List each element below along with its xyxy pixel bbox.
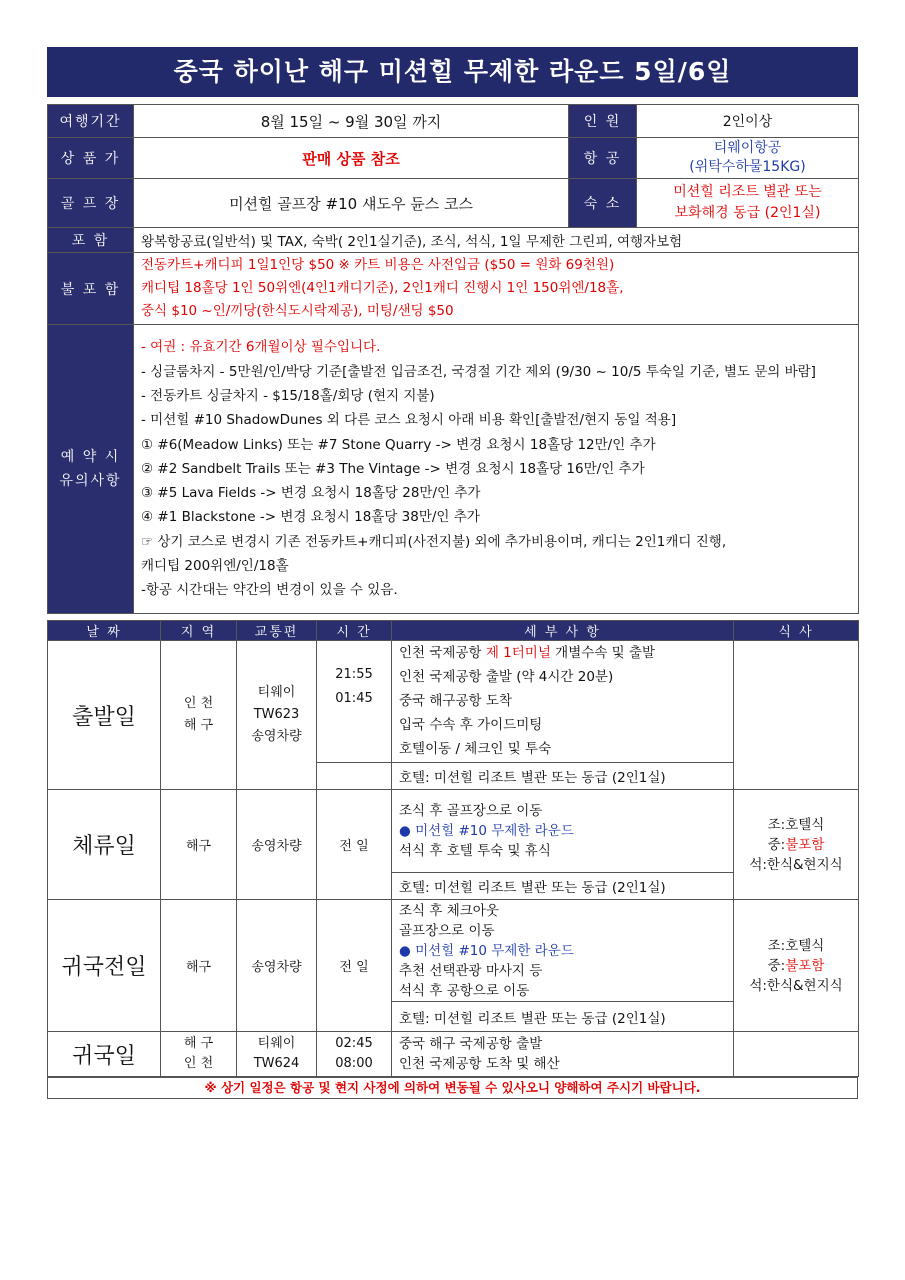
region-to: 인 천 bbox=[183, 1056, 214, 1071]
detail-line: 인천 국제공항 출발 (약 4시간 20분) bbox=[399, 669, 614, 685]
period-value: 8월 15일 ~ 9월 30일 까지 bbox=[134, 105, 569, 138]
people-label: 인 원 bbox=[569, 105, 637, 138]
hotel-info: 호텔: 미션힐 리조트 별관 또는 동급 (2인1실) bbox=[392, 1002, 734, 1032]
note-line: -항공 시간대는 약간의 변경이 있을 수 있음. bbox=[141, 582, 398, 599]
meals-cell bbox=[734, 641, 859, 790]
exclude-row bbox=[48, 253, 859, 325]
region-from: 해 구 bbox=[183, 1036, 214, 1051]
transport-airline: 티웨이 bbox=[257, 685, 296, 700]
note-passport: - 여권 : 유효기간 6개월이상 필수입니다. bbox=[141, 339, 381, 356]
table-row bbox=[48, 641, 859, 763]
include-value: 왕복항공료(일반석) 및 TAX, 숙박( 2인1실기준), 조식, 석식, 1일 무제한 그린피, 여행자보험 bbox=[134, 228, 859, 253]
detail-line: 추천 선택관광 마사지 등 bbox=[399, 962, 543, 979]
notes-label-line-2: 유의사항 bbox=[59, 473, 122, 489]
header-transport: 교통편 bbox=[237, 621, 317, 641]
time-cell bbox=[317, 641, 392, 763]
header-date: 날 짜 bbox=[48, 621, 161, 641]
detail-line: 조식 후 체크아웃 bbox=[399, 902, 499, 919]
airline-name: 티웨이항공 bbox=[713, 140, 782, 156]
trip-info-table bbox=[47, 104, 859, 614]
details-cell bbox=[392, 900, 734, 1002]
time-departure: 02:45 bbox=[335, 1036, 373, 1051]
note-line: ② #2 Sandbelt Trails 또는 #3 The Vintage -> 변경 요청시 18홀당 16만/인 추가 bbox=[141, 460, 645, 477]
exclude-value bbox=[134, 253, 859, 325]
meals-cell bbox=[734, 790, 859, 900]
note-line: ④ #1 Blackstone -> 변경 요청시 18홀당 38만/인 추가 bbox=[141, 509, 480, 526]
details-cell bbox=[392, 790, 734, 873]
lodging-value bbox=[637, 179, 859, 228]
transport-shuttle: 송영차량 bbox=[251, 729, 302, 744]
day-label: 귀국전일 bbox=[48, 900, 161, 1032]
time-arrival: 08:00 bbox=[335, 1056, 373, 1071]
schedule-disclaimer: ※ 상기 일정은 항공 및 현지 사정에 의하여 변동될 수 있사오니 양해하여 주시기 바랍니다. bbox=[47, 1077, 858, 1099]
time-cell bbox=[317, 1032, 392, 1077]
notes-row bbox=[48, 325, 859, 614]
time-arrival: 01:45 bbox=[335, 691, 373, 706]
note-single-room: - 싱글룸차지 - 5만원/인/박당 기준[출발전 입금조건, 국경절 기간 제외 (9/30 ~ 10/5 투숙일 기준, 별도 문의 바람] bbox=[141, 363, 816, 380]
lodging-label: 숙 소 bbox=[569, 179, 637, 228]
detail-line: 중국 해구 국제공항 출발 bbox=[399, 1036, 543, 1052]
exclude-line-3: 중식 $10 ~인/끼당(한식도시락제공), 미팅/샌딩 $50 bbox=[141, 303, 454, 319]
meal-lunch-value: 불포함 bbox=[785, 836, 825, 853]
note-line: 캐디팁 200위엔/인/18홀 bbox=[141, 558, 289, 575]
include-row bbox=[48, 228, 859, 253]
include-label: 포 함 bbox=[48, 228, 134, 253]
region-cell: 해구 bbox=[161, 790, 237, 900]
meal-dinner: 석:한식&현지식 bbox=[749, 856, 843, 873]
meal-lunch-label: 중: bbox=[767, 836, 786, 853]
lodging-line-2: 보화해경 동급 (2인1실) bbox=[674, 205, 821, 221]
airline-value bbox=[637, 138, 859, 179]
detail-line: 호텔이동 / 체크인 및 투숙 bbox=[399, 741, 552, 757]
detail-line: 조식 후 골프장으로 이동 bbox=[399, 803, 543, 819]
meal-lunch bbox=[738, 956, 854, 976]
transport-airline: 티웨이 bbox=[257, 1036, 296, 1051]
detail-line: 골프장으로 이동 bbox=[399, 922, 495, 939]
day-label: 귀국일 bbox=[48, 1032, 161, 1077]
golf-row bbox=[48, 179, 859, 228]
itinerary-header-row bbox=[48, 621, 859, 641]
detail-line bbox=[399, 641, 729, 665]
header-details: 세 부 사 항 bbox=[392, 621, 734, 641]
table-row bbox=[48, 900, 859, 1002]
header-meals: 식 사 bbox=[734, 621, 859, 641]
price-value: 판매 상품 참조 bbox=[134, 138, 569, 179]
transport-flight: TW624 bbox=[253, 1056, 300, 1071]
detail-line: 인천 국제공항 도착 및 해산 bbox=[399, 1056, 560, 1072]
document-title: 중국 하이난 해구 미션힐 무제한 라운드 5일/6일 bbox=[47, 47, 858, 97]
details-cell bbox=[392, 641, 734, 763]
meals-cell bbox=[734, 900, 859, 1032]
region-cell: 해구 bbox=[161, 900, 237, 1032]
meal-lunch-value: 불포함 bbox=[785, 957, 825, 974]
meal-lunch bbox=[738, 835, 854, 855]
detail-line: 석식 후 호텔 투숙 및 휴식 bbox=[399, 843, 551, 859]
exclude-line-1: 전동카트+캐디피 1일1인당 $50 ※ 카트 비용은 사전입금 ($50 = 원화 69천원) bbox=[141, 257, 615, 273]
time-cell: 전 일 bbox=[317, 790, 392, 900]
region-from: 인 천 bbox=[183, 696, 214, 711]
hotel-info: 호텔: 미션힐 리조트 별관 또는 동급 (2인1실) bbox=[392, 873, 734, 900]
note-line: ③ #5 Lava Fields -> 변경 요청시 18홀당 28만/인 추가 bbox=[141, 485, 481, 502]
transport-cell bbox=[237, 641, 317, 790]
meal-breakfast: 조:호텔식 bbox=[767, 937, 825, 954]
golf-label: 골 프 장 bbox=[48, 179, 134, 228]
itinerary-table bbox=[47, 620, 859, 1077]
airline-baggage: (위탁수하물15KG) bbox=[689, 159, 806, 175]
day-label: 체류일 bbox=[48, 790, 161, 900]
meal-lunch-label: 중: bbox=[767, 957, 786, 974]
note-line: - 미션힐 #10 ShadowDunes 외 다른 코스 요청시 아래 비용 확인[출발전/현지 동일 적용] bbox=[141, 412, 677, 429]
round-highlight: ● 미션힐 #10 무제한 라운드 bbox=[399, 942, 574, 959]
round-highlight: ● 미션힐 #10 무제한 라운드 bbox=[399, 823, 574, 839]
meal-breakfast: 조:호텔식 bbox=[767, 816, 825, 833]
lodging-line-1: 미션힐 리조트 별관 또는 bbox=[673, 184, 822, 200]
region-cell bbox=[161, 1032, 237, 1077]
transport-cell: 송영차량 bbox=[237, 790, 317, 900]
detail-text: 개별수속 및 출발 bbox=[550, 645, 656, 661]
detail-line: 입국 수속 후 가이드미팅 bbox=[399, 717, 543, 733]
time-cell: 전 일 bbox=[317, 900, 392, 1032]
note-line: ☞ 상기 코스로 변경시 기존 전동카트+캐디피(사전지불) 외에 추가비용이며, 캐디는 2인1캐디 진행, bbox=[141, 533, 727, 550]
price-row bbox=[48, 138, 859, 179]
region-to: 해 구 bbox=[183, 718, 214, 733]
time-departure: 21:55 bbox=[335, 667, 373, 682]
exclude-line-2: 캐디팁 18홀당 1인 50위엔(4인1캐디기준), 2인1캐디 진행시 1인 150위엔/18홀, bbox=[141, 280, 624, 296]
table-row bbox=[48, 1032, 859, 1077]
transport-cell: 송영차량 bbox=[237, 900, 317, 1032]
day-label: 출발일 bbox=[48, 641, 161, 790]
transport-flight: TW623 bbox=[253, 707, 300, 722]
period-label: 여행기간 bbox=[48, 105, 134, 138]
table-row bbox=[48, 790, 859, 873]
detail-text: 인천 국제공항 bbox=[399, 645, 486, 661]
notes-value bbox=[134, 325, 859, 614]
notes-label bbox=[48, 325, 134, 614]
time-cell-empty bbox=[317, 763, 392, 790]
meals-cell bbox=[734, 1032, 859, 1077]
airline-label: 항 공 bbox=[569, 138, 637, 179]
detail-line: 중국 해구공항 도착 bbox=[399, 693, 512, 709]
note-line: - 전동카트 싱글차지 - $15/18홀/회당 (현지 지불) bbox=[141, 387, 435, 404]
people-value: 2인이상 bbox=[637, 105, 859, 138]
detail-line: 석식 후 공항으로 이동 bbox=[399, 982, 530, 999]
terminal-highlight: 제 1터미널 bbox=[485, 645, 551, 661]
golf-value: 미션힐 골프장 #10 섀도우 듄스 코스 bbox=[134, 179, 569, 228]
transport-cell bbox=[237, 1032, 317, 1077]
header-time: 시 간 bbox=[317, 621, 392, 641]
details-cell bbox=[392, 1032, 734, 1077]
note-line: ① #6(Meadow Links) 또는 #7 Stone Quarry -> 변경 요청시 18홀당 12만/인 추가 bbox=[141, 436, 656, 453]
hotel-info: 호텔: 미션힐 리조트 별관 또는 동급 (2인1실) bbox=[392, 763, 734, 790]
period-row bbox=[48, 105, 859, 138]
price-label: 상 품 가 bbox=[48, 138, 134, 179]
meal-dinner: 석:한식&현지식 bbox=[749, 977, 843, 994]
notes-label-line-1: 예 약 시 bbox=[60, 449, 121, 465]
header-region: 지 역 bbox=[161, 621, 237, 641]
exclude-label: 불 포 함 bbox=[48, 253, 134, 325]
region-cell bbox=[161, 641, 237, 790]
